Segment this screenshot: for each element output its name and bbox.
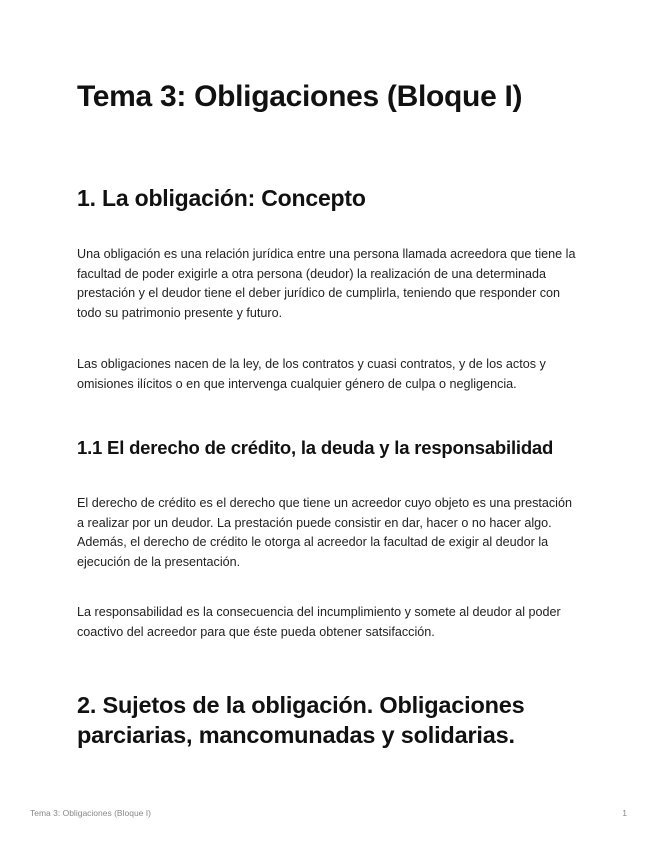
paragraph-definicion-obligacion: Una obligación es una relación jurídica entre una persona llamada acreedora que tiene la facultad de poder exigirle a otra persona (deudor) la realización de una determinada prestación y el deudor tiene el deber jurídico de cumplirla, teniendo que responder con todo su patrimonio presente y futuro.: [77, 247, 576, 320]
footer-document-title: Tema 3: Obligaciones (Bloque I): [30, 808, 151, 818]
paragraph-responsabilidad: La responsabilidad es la consecuencia del incumplimiento y somete al deudor al poder coactivo del acreedor para que éste pueda obtener satsifacción.: [77, 605, 561, 639]
section-heading-concepto: 1. La obligación: Concepto: [77, 185, 366, 211]
section-heading-sujetos: 2. Sujetos de la obligación. Obligaciones parciarias, mancomunadas y solidarias.: [77, 692, 525, 748]
paragraph-derecho-credito: El derecho de crédito es el derecho que tiene un acreedor cuyo objeto es una prestación a realizar por un deudor. La prestación puede consistir en dar, hacer o no hacer algo. Además, el derecho de crédito le otorga al acreedor la facultad de exigir al deudor la ejecución de la presentación.: [77, 496, 572, 569]
subsection-heading-derecho-credito: 1.1 El derecho de crédito, la deuda y la responsabilidad: [77, 437, 554, 458]
paragraph-fuentes-obligaciones: Las obligaciones nacen de la ley, de los contratos y cuasi contratos, y de los actos y omisiones ilícitos o en que intervenga cualquier género de culpa o negligencia.: [77, 357, 546, 391]
page-title: Tema 3: Obligaciones (Bloque I): [77, 80, 523, 113]
footer-page-number: 1: [622, 808, 627, 818]
